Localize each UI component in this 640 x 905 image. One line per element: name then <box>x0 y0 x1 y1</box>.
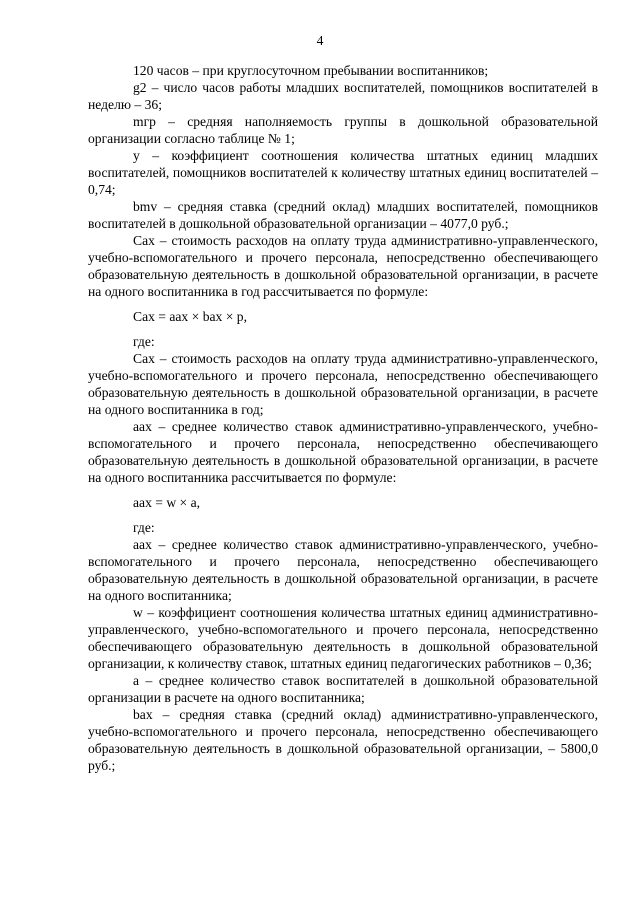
formula-cax: Сах = аах × bах × р, <box>133 309 247 324</box>
paragraph-1: 120 часов – при круглосуточном пребывании воспитанников; <box>133 63 489 78</box>
paragraph-16: bах – средняя ставка (средний оклад) административно-управленческого, учебно-вспомогательного и прочего персонала, непосредственно обеспечивающего образовательную деятельность в дошкольной образовательной организации, – 5800,0 руб.; <box>88 707 598 773</box>
paragraph-5: bmv – средняя ставка (средний оклад) младших воспитателей, помощников воспитателей в дошкольной образовательной организации – 4077,0 руб.; <box>88 199 598 231</box>
paragraph-15: а – среднее количество ставок воспитателей в дошкольной образовательной организации в расчете на одного воспитанника; <box>88 673 598 705</box>
paragraph-9: Сах – стоимость расходов на оплату труда административно-управленческого, учебно-вспомогательного и прочего персонала, непосредственно обеспечивающего образовательную деятельность в дошкольной образовательной организации, в расчете на одного воспитанника в год; <box>88 351 598 417</box>
paragraph-6: Сах – стоимость расходов на оплату труда административно-управленческого, учебно-вспомогательного и прочего персонала, непосредственно обеспечивающего образовательную деятельность в дошкольной образовательной организации, в расчете на одного воспитанника в год рассчитывается по формуле: <box>88 233 598 299</box>
paragraph-10: аах – среднее количество ставок административно-управленческого, учебно-вспомогательного и прочего персонала, непосредственно обеспечивающего образовательную деятельность в дошкольной образовательной организации, в расчете на одного воспитанника рассчитывается по формуле: <box>88 419 598 485</box>
paragraph-13: аах – среднее количество ставок административно-управленческого, учебно-вспомогательного и прочего персонала, непосредственно обеспечивающего образовательную деятельность в дошкольной образовательной организации, в расчете на одного воспитанника; <box>88 537 598 603</box>
page-number: 4 <box>316 33 324 48</box>
formula-aax: аах = w × а, <box>133 495 201 510</box>
document-body <box>88 62 598 774</box>
paragraph-3: mгр – средняя наполняемость группы в дошкольной образовательной организации согласно таблице № 1; <box>88 114 598 146</box>
where-label-1: где: <box>133 334 155 349</box>
paragraph-14: w – коэффициент соотношения количества штатных единиц административно-управленческого, учебно-вспомогательного и прочего персонала, непосредственно обеспечивающего образовательную деятельность в дошкольной образовательной организации, к количеству ставок, штатных единиц педагогических работников – 0,36; <box>88 605 598 671</box>
paragraph-4: y – коэффициент соотношения количества штатных единиц младших воспитателей, помощников воспитателей к количеству штатных единиц воспитателей – 0,74; <box>88 148 598 197</box>
paragraph-2: g2 – число часов работы младших воспитателей, помощников воспитателей в неделю – 36; <box>88 80 598 112</box>
where-label-2: где: <box>133 520 155 535</box>
